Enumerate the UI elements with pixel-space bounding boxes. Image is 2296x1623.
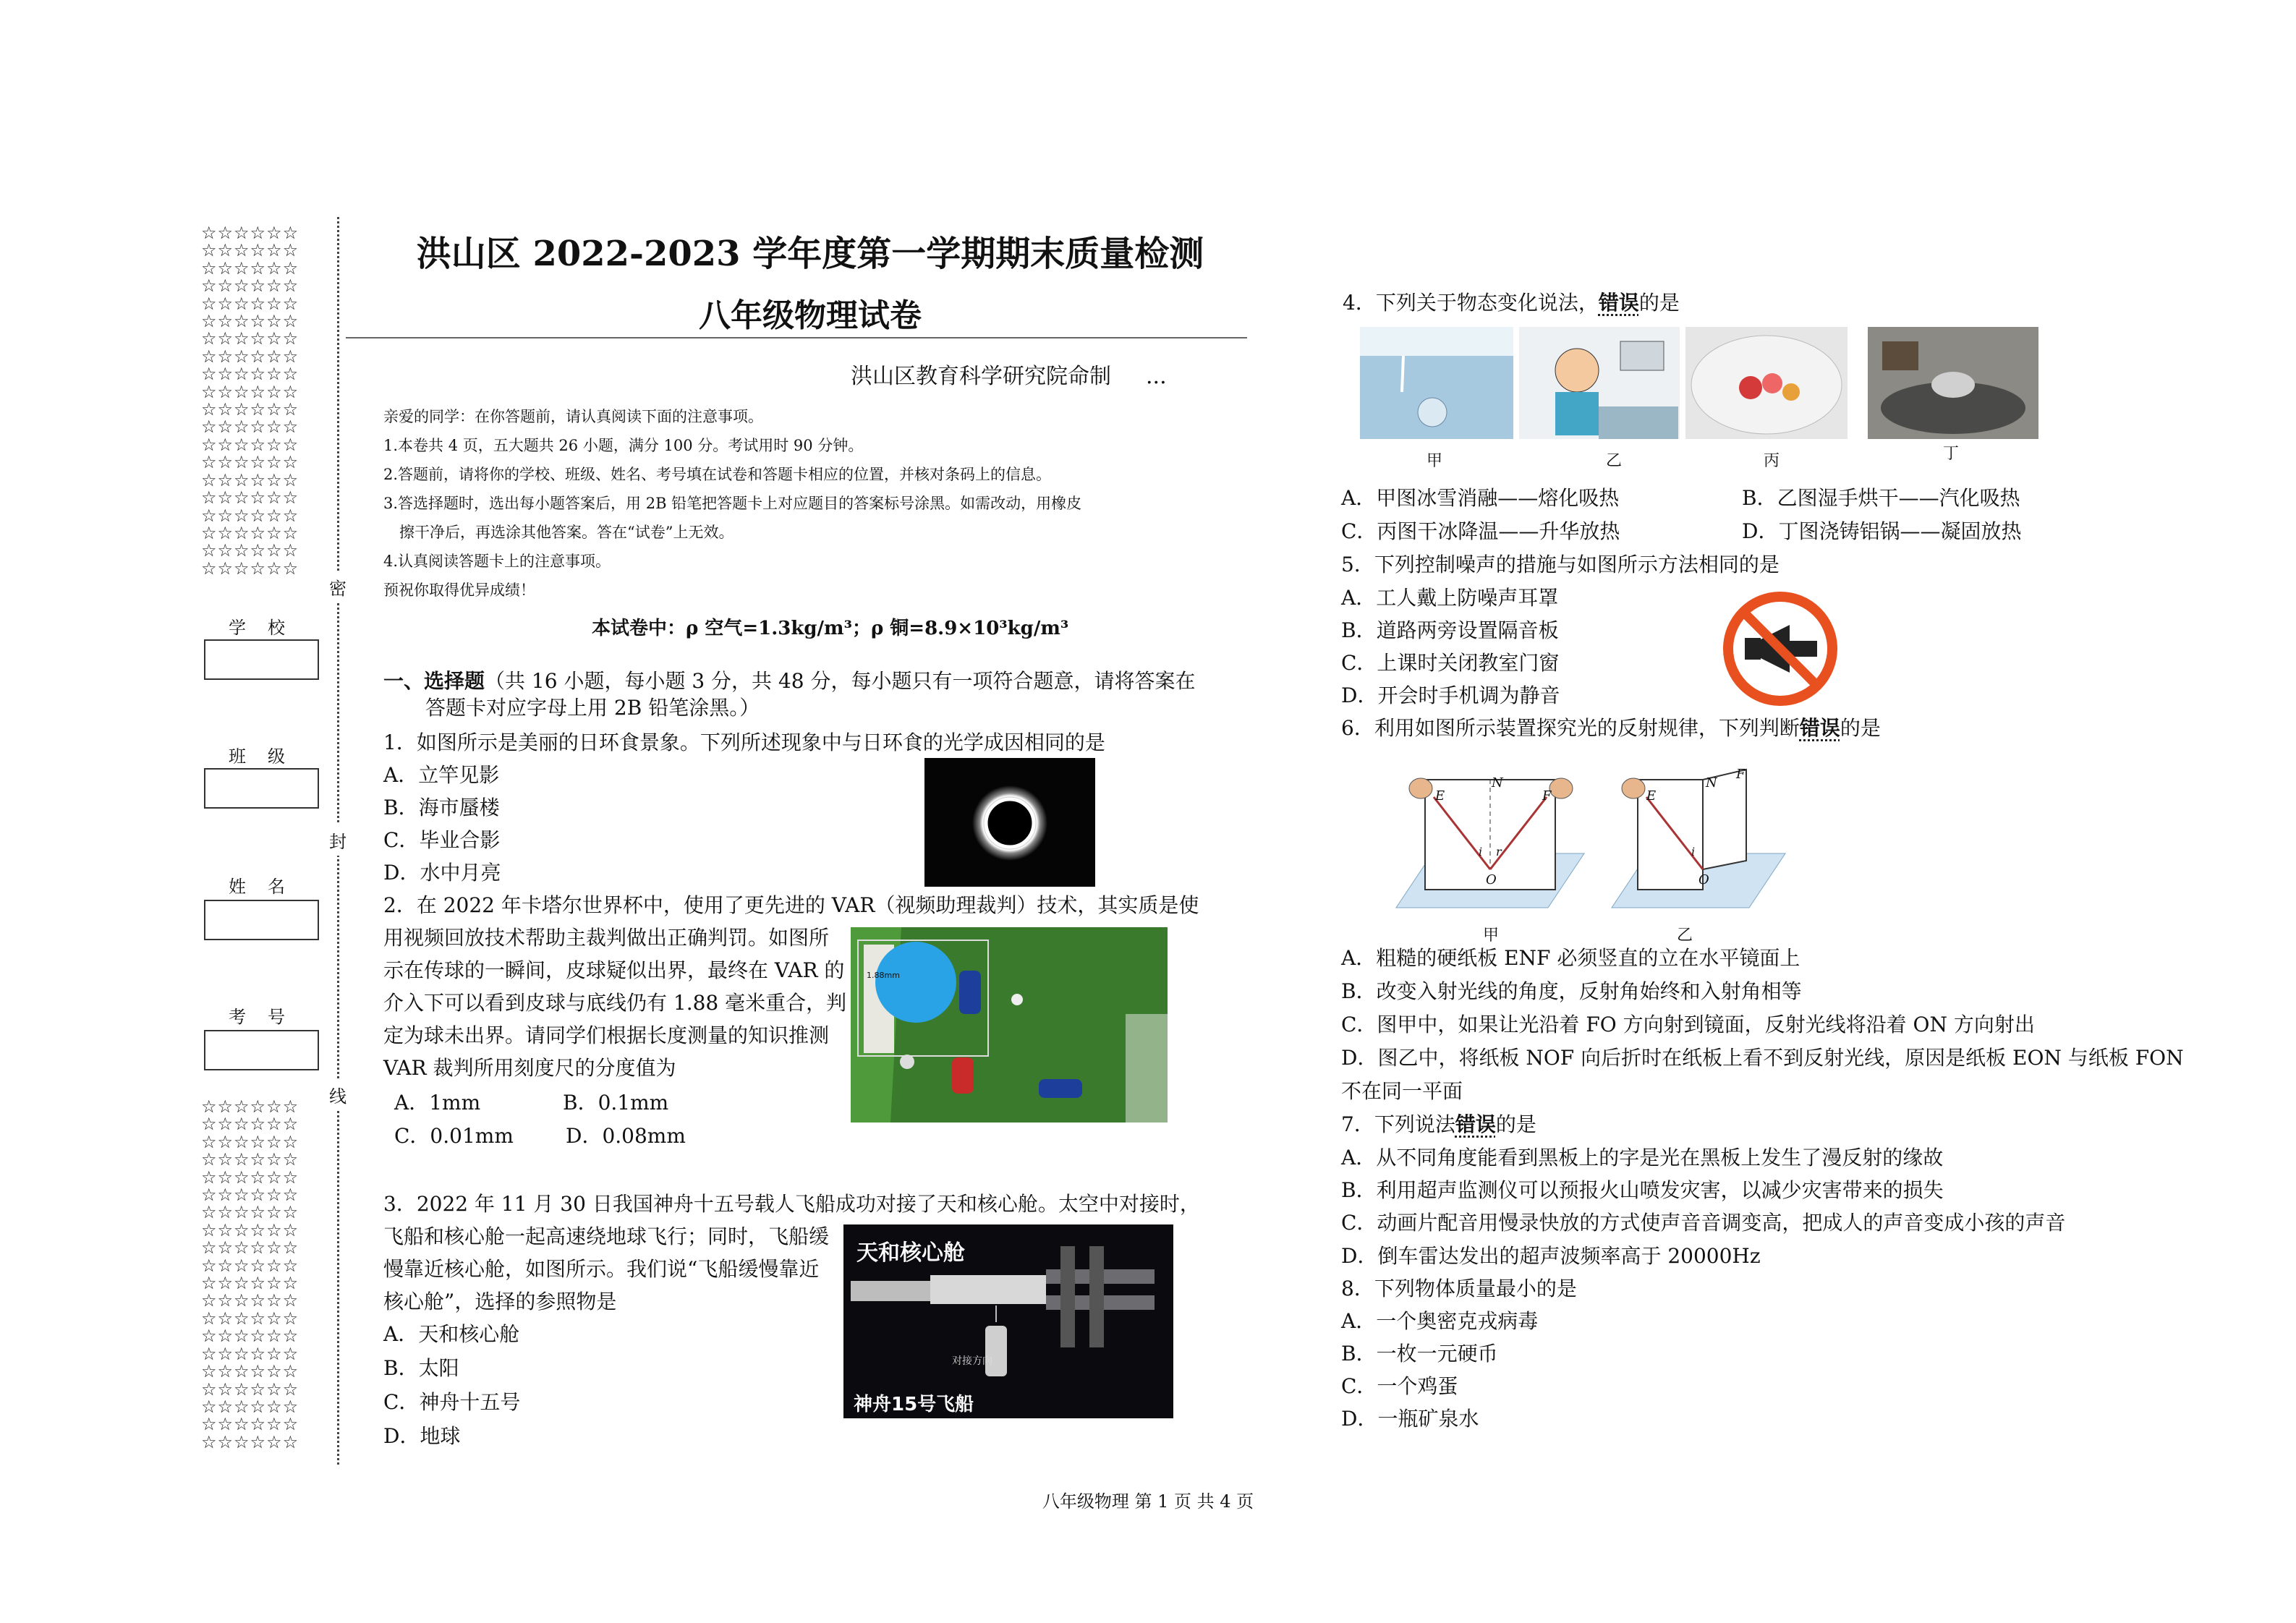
fig-label-e: E [1435, 788, 1445, 804]
fig-label-r: r [1496, 845, 1502, 859]
q4-caption-yi: 乙 [1606, 452, 1623, 470]
exam-title-line1: 洪山区 2022-2023 学年度第一学期期末质量检测 [416, 234, 1204, 274]
q4-option-c[interactable]: C．丙图干冰降温——升华放热 [1341, 519, 1620, 543]
header-rule [346, 337, 1247, 338]
q2-option-a[interactable]: A．1mm [394, 1091, 481, 1115]
solar-eclipse-image [924, 758, 1095, 887]
q6-option-b[interactable]: B．改变入射光线的角度，反射角始终和入射角相等 [1341, 979, 1802, 1003]
q1-option-b[interactable]: B．海市蜃楼 [383, 796, 500, 819]
q5-option-a[interactable]: A．工人戴上防噪声耳罩 [1341, 586, 1559, 610]
seal-char-mi: 密 [329, 571, 346, 602]
q2-stem-line5: 定为球未出界。请同学们根据长度测量的知识推测 [383, 1023, 830, 1047]
hand-dryer-image [1519, 327, 1680, 439]
q3-option-b[interactable]: B．太阳 [383, 1356, 459, 1380]
q4-stem: 4．下列关于物态变化说法，错误的是 [1343, 291, 1680, 315]
tianhe-docking-image [843, 1224, 1173, 1418]
var-football-image [851, 927, 1168, 1123]
notice-item: 4.认真阅读答题卡上的注意事项。 [383, 553, 611, 570]
q1-option-c[interactable]: C．毕业合影 [383, 828, 501, 852]
ice-melting-image [1360, 327, 1513, 439]
q2-option-b[interactable]: B．0.1mm [563, 1091, 669, 1115]
q3-stem-line3: 慢靠近核心舱，如图所示。我们说“飞船缓慢靠近 [383, 1257, 820, 1281]
seal-char-xian: 线 [329, 1079, 346, 1110]
notice-item: 3.答选择题时，选出每小题答案后，用 2B 铅笔把答题卡上对应题目的答案标号涂黑。如需改动，用橡皮 [383, 495, 1082, 512]
q6-caption-jia: 甲 [1483, 926, 1500, 945]
q8-option-c[interactable]: C．一个鸡蛋 [1341, 1374, 1458, 1398]
fig-label-f: F [1542, 788, 1552, 804]
field-label-class: 班级 [229, 746, 307, 767]
notice-item: 2.答题前，请将你的学校、班级、姓名、考号填在试卷和答题卡相应的位置，并核对条码上的信息。 [383, 466, 1052, 483]
img-title-tianhe: 天和核心舱 [856, 1240, 965, 1266]
q2-stem-line4: 介入下可以看到皮球与底线仍有 1.88 毫米重合，判 [383, 991, 847, 1015]
no-horn-sign-icon [1722, 590, 1839, 707]
q5-stem: 5．下列控制噪声的措施与如图所示方法相同的是 [1341, 553, 1780, 576]
field-label-exam-number: 考号 [229, 1007, 307, 1027]
q2-stem-line6: VAR 裁判所用刻度尺的分度值为 [383, 1056, 676, 1080]
notice-item: 预祝你取得优异成绩！ [383, 582, 535, 599]
q2-option-c[interactable]: C．0.01mm [394, 1124, 514, 1148]
seal-char-feng: 封 [329, 825, 346, 856]
q8-option-d[interactable]: D．一瓶矿泉水 [1341, 1407, 1479, 1431]
notice-greeting: 亲爱的同学：在你答题前，请认真阅读下面的注意事项。 [383, 408, 763, 425]
img-shenzhou-label: 神舟15号飞船 [854, 1394, 974, 1415]
section1-desc: 答题卡对应字母上用 2B 铅笔涂黑。） [425, 696, 760, 720]
q4-caption-jia: 甲 [1427, 452, 1443, 470]
field-label-school: 学校 [229, 618, 307, 638]
q3-option-d[interactable]: D．地球 [383, 1424, 461, 1448]
fig-label-o: O [1698, 872, 1709, 887]
decorative-stars-bottom: ☆☆☆☆☆☆ ☆☆☆☆☆☆ ☆☆☆☆☆☆ ☆☆☆☆☆☆ ☆☆☆☆☆☆ ☆☆☆☆☆☆ ☆☆☆☆☆☆ ☆☆☆☆☆☆ ☆☆☆☆☆☆ ☆☆☆☆☆☆ ☆☆☆☆☆☆ ☆☆☆☆☆☆ ☆☆☆☆☆☆ ☆☆☆☆☆☆ ☆☆☆☆☆☆ ☆☆☆☆☆☆ ☆☆☆☆☆☆ ☆☆☆☆☆☆ ☆☆☆☆☆☆ ☆☆☆☆☆☆ [201, 1096, 299, 1452]
q7-stem: 7．下列说法错误的是 [1341, 1112, 1536, 1136]
q4-option-d[interactable]: D．丁图浇铸铝锅——凝固放热 [1742, 519, 2022, 543]
q6-option-d-cont: 不在同一平面 [1341, 1079, 1463, 1103]
q1-option-a[interactable]: A．立竿见影 [383, 763, 500, 787]
q7-option-b[interactable]: B．利用超声监测仪可以预报火山喷发灾害，以减少灾害带来的损失 [1341, 1178, 1944, 1202]
q7-option-c[interactable]: C．动画片配音用慢录快放的方式使声音音调变高，把成人的声音变成小孩的声音 [1341, 1211, 2066, 1235]
fig-label-n: N [1706, 775, 1717, 791]
q3-option-a[interactable]: A．天和核心舱 [383, 1322, 520, 1346]
school-input-box[interactable] [204, 639, 319, 680]
dry-ice-image [1685, 327, 1848, 439]
notice-item: 1.本卷共 4 页，五大题共 26 小题，满分 100 分。考试用时 90 分钟。 [383, 437, 864, 454]
q6-option-a[interactable]: A．粗糙的硬纸板 ENF 必须竖直的立在水平镜面上 [1341, 946, 1800, 970]
exam-title-line2: 八年级物理试卷 [699, 297, 922, 334]
q8-stem: 8．下列物体质量最小的是 [1341, 1277, 1577, 1300]
q3-stem-line4: 核心舱”，选择的参照物是 [383, 1290, 617, 1313]
reflection-experiment-figure-yi [1604, 759, 1793, 926]
q8-option-a[interactable]: A．一个奥密克戎病毒 [1341, 1309, 1539, 1333]
notice-item: 擦干净后，再选涂其他答案。答在“试卷”上无效。 [399, 524, 734, 541]
q1-option-d[interactable]: D．水中月亮 [383, 861, 501, 885]
q2-option-d[interactable]: D．0.08mm [566, 1124, 686, 1148]
q6-option-d[interactable]: D．图乙中，将纸板 NOF 向后折时在纸板上看不到反射光线，原因是纸板 EON 与纸板 FON [1341, 1046, 2184, 1070]
q4-caption-bing: 丙 [1764, 452, 1780, 470]
q1-stem: 1．如图所示是美丽的日环食景象。下列所述现象中与日环食的光学成因相同的是 [383, 730, 1105, 754]
q2-stem-line1: 2．在 2022 年卡塔尔世界杯中，使用了更先进的 VAR（视频助理裁判）技术，其实质是使 [383, 893, 1199, 917]
q3-option-c[interactable]: C．神舟十五号 [383, 1390, 521, 1414]
q7-option-d[interactable]: D．倒车雷达发出的超声波频率高于 20000Hz [1341, 1244, 1761, 1268]
fig-label-o: O [1486, 872, 1497, 887]
casting-pot-image [1868, 327, 2038, 439]
q4-option-a[interactable]: A．甲图冰雪消融——熔化吸热 [1341, 486, 1620, 510]
fig-label-i: i [1691, 845, 1696, 859]
reflection-experiment-figure-jia [1389, 759, 1591, 926]
decorative-stars-top: ☆☆☆☆☆☆ ☆☆☆☆☆☆ ☆☆☆☆☆☆ ☆☆☆☆☆☆ ☆☆☆☆☆☆ ☆☆☆☆☆☆ ☆☆☆☆☆☆ ☆☆☆☆☆☆ ☆☆☆☆☆☆ ☆☆☆☆☆☆ ☆☆☆☆☆☆ ☆☆☆☆☆☆ ☆☆☆☆☆☆ ☆☆☆☆☆☆ ☆☆☆☆☆☆ ☆☆☆☆☆☆ ☆☆☆☆☆☆ ☆☆☆☆☆☆ ☆☆☆☆☆☆ ☆☆☆☆☆☆ [201, 223, 299, 579]
q6-stem: 6．利用如图所示装置探究光的反射规律，下列判断错误的是 [1341, 716, 1881, 740]
q6-option-c[interactable]: C．图甲中，如果让光沿着 FO 方向射到镜面，反射光线将沿着 ON 方向射出 [1341, 1013, 2035, 1036]
fig-label-e: E [1646, 788, 1657, 804]
q4-option-b[interactable]: B．乙图湿手烘干——汽化吸热 [1742, 486, 2020, 510]
q2-stem-line3: 示在传球的一瞬间，皮球疑似出界，最终在 VAR 的 [383, 958, 845, 982]
fig-label-n: N [1492, 775, 1503, 791]
img-docking-direction: 对接方向 [952, 1355, 992, 1367]
density-constants: 本试卷中：ρ 空气=1.3kg/m³；ρ 铜=8.9×10³kg/m³ [592, 618, 1069, 639]
q8-option-b[interactable]: B．一枚一元硬币 [1341, 1342, 1498, 1366]
fig-label-i: i [1479, 845, 1483, 859]
q3-stem-line1: 3．2022 年 11 月 30 日我国神舟十五号载人飞船成功对接了天和核心舱。太空中对接时， [383, 1192, 1200, 1216]
field-label-name: 姓名 [229, 877, 307, 897]
q4-caption-ding: 丁 [1943, 445, 1960, 463]
q7-option-a[interactable]: A．从不同角度能看到黑板上的字是光在黑板上发生了漫反射的缘故 [1341, 1146, 1944, 1170]
q3-stem-line2: 飞船和核心舱一起高速绕地球飞行；同时，飞船缓 [383, 1224, 830, 1248]
q2-stem-line2: 用视频回放技术帮助主裁判做出正确判罚。如图所 [383, 926, 830, 950]
name-input-box[interactable] [204, 900, 319, 940]
q5-option-c[interactable]: C．上课时关闭教室门窗 [1341, 651, 1560, 675]
page-footer: 八年级物理 第 1 页 共 4 页 [1042, 1491, 1254, 1512]
class-input-box[interactable] [204, 768, 319, 809]
q5-option-d[interactable]: D．开会时手机调为静音 [1341, 683, 1560, 707]
section1-heading: 一、选择题（共 16 小题，每小题 3 分，共 48 分，每小题只有一项符合题意，请将答案在 [383, 669, 1196, 693]
var-image-label: 1.88mm [867, 971, 900, 980]
q6-caption-yi: 乙 [1677, 926, 1693, 945]
author-line: 洪山区教育科学研究院命制 ... [851, 364, 1167, 389]
fig-label-f: F [1736, 767, 1746, 782]
exam-number-input-box[interactable] [204, 1030, 319, 1070]
q5-option-b[interactable]: B．道路两旁设置隔音板 [1341, 618, 1559, 642]
